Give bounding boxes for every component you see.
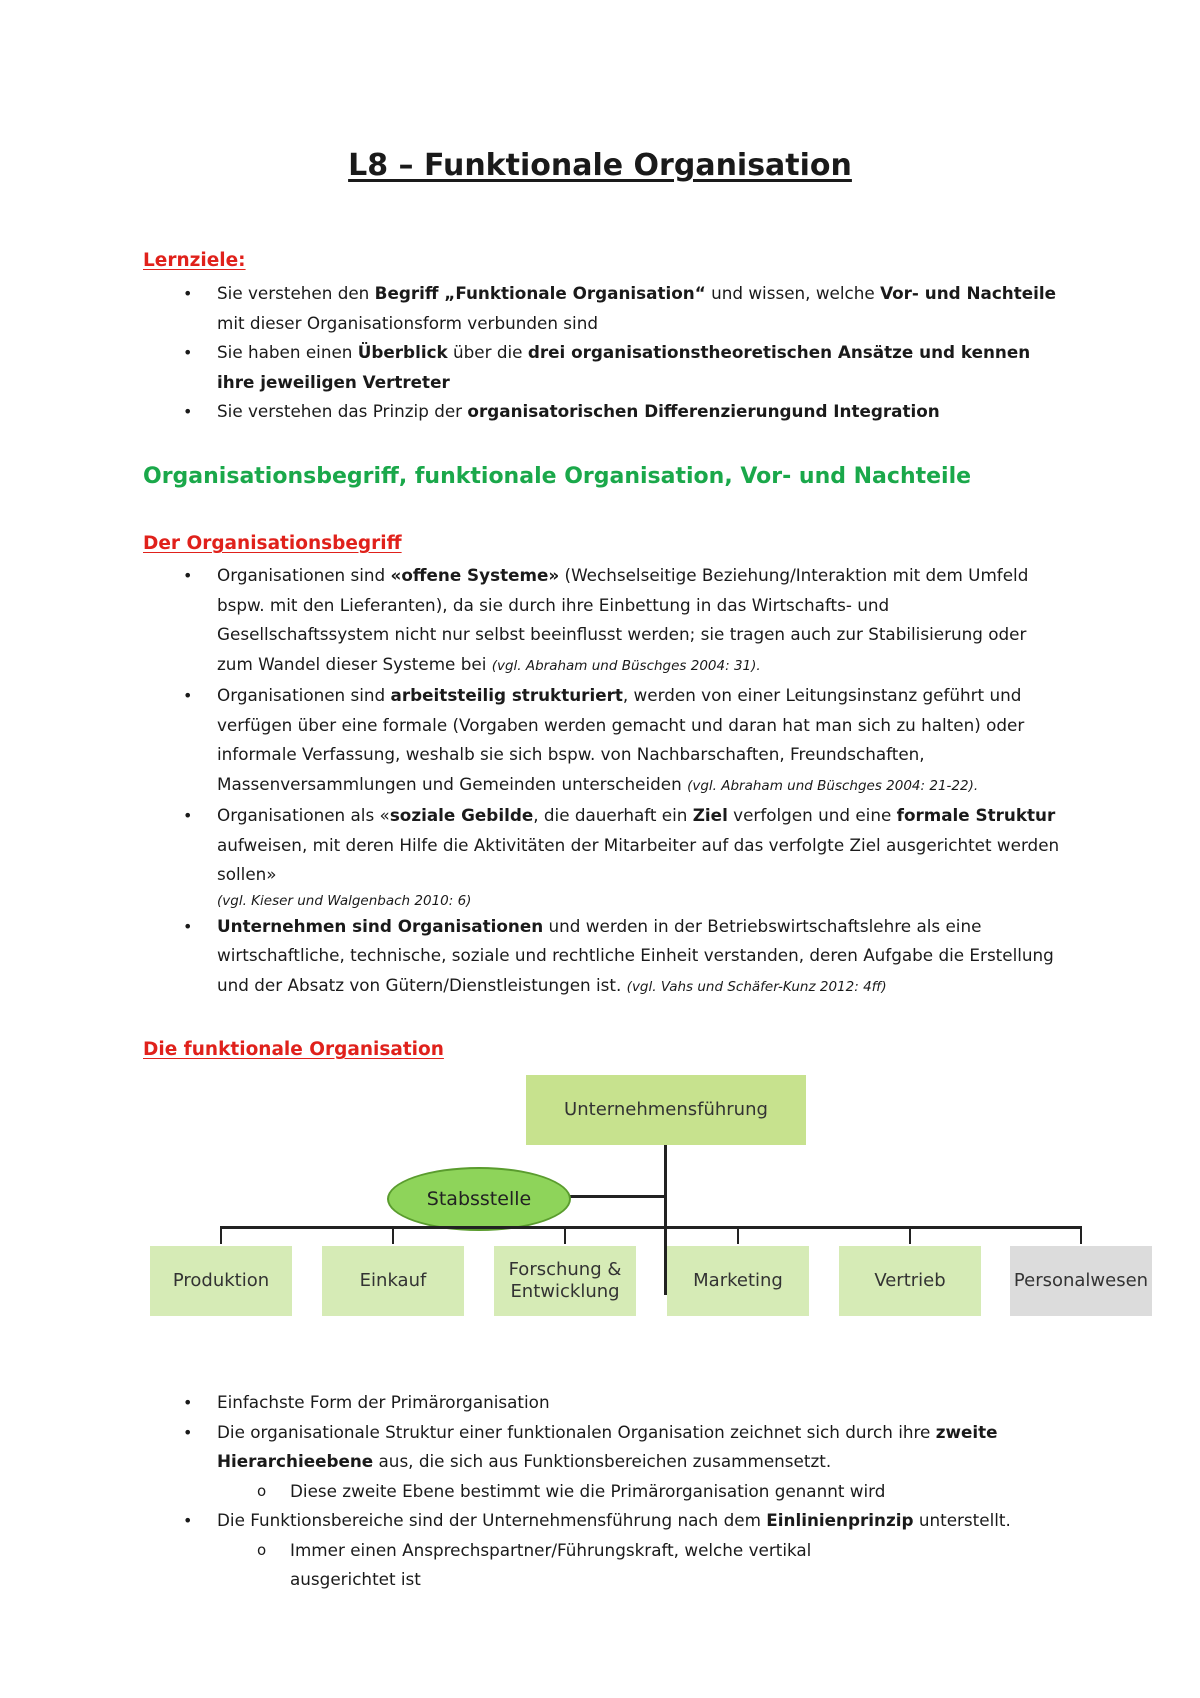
list-item: • Einfachste Form der Primärorganisation	[0, 1388, 1200, 1418]
org-box-personalwesen: Personalwesen	[1010, 1246, 1152, 1316]
connector-line	[392, 1226, 394, 1244]
org-box-forschung: Forschung & Entwicklung	[494, 1246, 636, 1316]
citation: (vgl. Abraham und Büschges 2004: 31).	[491, 657, 761, 674]
list-item: • Sie verstehen den Begriff „Funktionale Organisation“ und wissen, welche Vor- und Nachteile mit dieser Organisationsform verbunden sind	[0, 279, 1200, 338]
list-item: • Organisationen sind arbeitsteilig strukturiert, werden von einer Leitungsinstanz geführt und verfügen über eine formale (Vorgaben werden gemacht und daran hat man sich zu halten) oder informale Verfassung, weshalb sie sich bspw. von Nachbarschaften, Freundschaften, Massenversammlungen und Gemeinden unterscheiden (vgl. Abraham und Büschges 2004: 21-22).	[0, 681, 1200, 801]
list-item: • Organisationen als «soziale Gebilde, die dauerhaft ein Ziel verfolgen und eine formale Struktur aufweisen, mit deren Hilfe die Aktivitäten der Mitarbeiter auf das verfolgte Ziel ausgerichtet werden sollen» (vgl. Kieser und Walgenbach 2010: 6)	[0, 801, 1200, 912]
list-item: • Die Funktionsbereiche sind der Unternehmensführung nach dem Einlinienprinzip unterstellt. o Immer einen Ansprechspartner/Führungskraft, welche vertikal ausgerichtet ist	[0, 1506, 1200, 1595]
lernziele-heading: Lernziele:	[143, 250, 246, 271]
org-box-marketing: Marketing	[667, 1246, 809, 1316]
org-box-vertrieb: Vertrieb	[839, 1246, 981, 1316]
citation: (vgl. Vahs und Schäfer-Kunz 2012: 4ff)	[626, 978, 887, 995]
funktionale-heading: Die funktionale Organisation	[143, 1039, 444, 1060]
connector-line	[564, 1226, 566, 1244]
sub-list	[217, 1477, 1060, 1507]
sub-list-item: o Diese zweite Ebene bestimmt wie die Primärorganisation genannt wird	[0, 1477, 1060, 1507]
list-item: • Sie verstehen das Prinzip der organisatorischen Differenzierungund Integration	[0, 397, 1200, 427]
page-title: L8 – Funktionale Organisation	[348, 148, 852, 183]
connector-line	[1080, 1226, 1082, 1244]
connector-line	[220, 1226, 222, 1244]
funktionale-list	[0, 1388, 1200, 1595]
connector-line	[737, 1226, 739, 1244]
connector-line	[220, 1226, 1082, 1229]
staff-ellipse: Stabsstelle	[387, 1167, 571, 1231]
list-item: • Die organisationale Struktur einer funktionalen Organisation zeichnet sich durch ihre zweite Hierarchieebene aus, die sich aus Funktionsbereichen zusammensetzt. o Diese zweite Ebene bestimmt wie die Primärorganisation genannt wird	[0, 1418, 1200, 1507]
org-box-produktion: Produktion	[150, 1246, 292, 1316]
organisationsbegriff-list	[0, 561, 1200, 1002]
citation: (vgl. Abraham und Büschges 2004: 21-22).	[687, 777, 979, 794]
lernziele-list	[0, 279, 1200, 427]
org-chart	[140, 1075, 1170, 1345]
sub-list	[217, 1536, 1060, 1595]
sub-list-item: o Immer einen Ansprechspartner/Führungskraft, welche vertikal ausgerichtet ist	[0, 1536, 1060, 1595]
section-heading: Organisationsbegriff, funktionale Organisation, Vor- und Nachteile	[143, 464, 972, 489]
org-box-top: Unternehmensführung	[526, 1075, 806, 1145]
list-item: • Organisationen sind «offene Systeme» (Wechselseitige Beziehung/Interaktion mit dem Umfeld bspw. mit den Lieferanten), da sie durch ihre Einbettung in das Wirtschafts- und Gesellschaftssystem nicht nur selbst beeinflusst werden; sie tragen auch zur Stabilisierung oder zum Wandel dieser Systeme bei (vgl. Abraham und Büschges 2004: 31).	[0, 561, 1200, 681]
citation: (vgl. Kieser und Walgenbach 2010: 6)	[217, 892, 472, 909]
connector-line	[570, 1195, 666, 1198]
list-item: • Unternehmen sind Organisationen und werden in der Betriebswirtschaftslehre als eine wirtschaftliche, technische, soziale und rechtliche Einheit verstanden, deren Aufgabe die Erstellung und der Absatz von Gütern/Dienstleistungen ist. (vgl. Vahs und Schäfer-Kunz 2012: 4ff)	[0, 912, 1200, 1003]
org-box-einkauf: Einkauf	[322, 1246, 464, 1316]
connector-line	[909, 1226, 911, 1244]
organisationsbegriff-heading: Der Organisationsbegriff	[143, 533, 402, 554]
list-item: • Sie haben einen Überblick über die drei organisationstheoretischen Ansätze und kennen ihre jeweiligen Vertreter	[0, 338, 1200, 397]
